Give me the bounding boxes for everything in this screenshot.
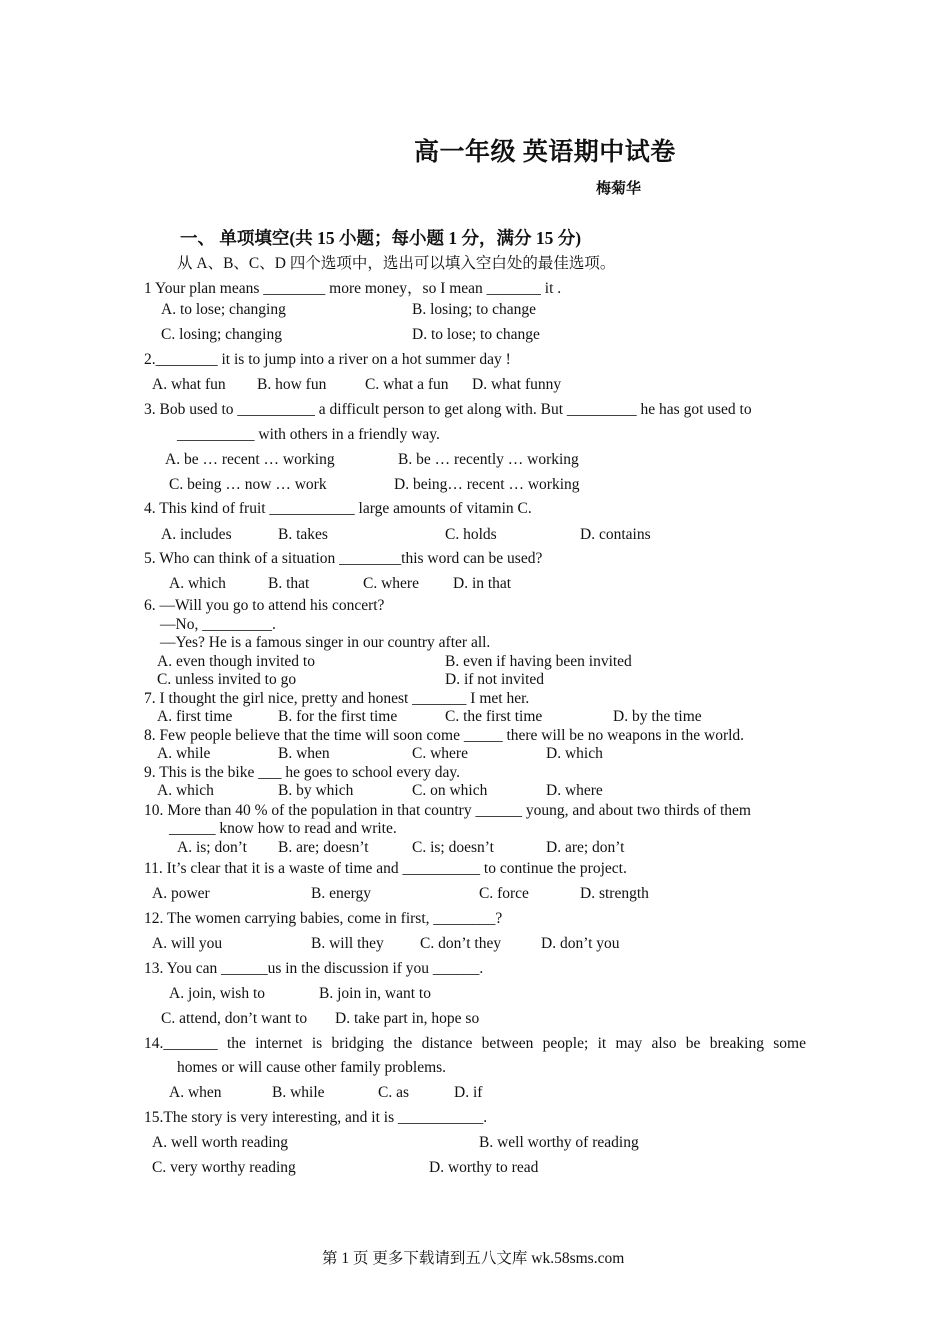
question-14-stem-line-2: homes or will cause other family problems. [177,1059,447,1076]
question-2-option-b: B. how fun [257,376,327,393]
question-8-option-c: C. where [412,745,468,762]
question-14-option-a: A. when [169,1084,222,1101]
question-4-option-b: B. takes [278,526,328,543]
question-15-option-b: B. well worthy of reading [479,1134,639,1151]
question-7-option-b: B. for the first time [278,708,398,725]
question-13-option-c: C. attend, don’t want to [161,1010,308,1027]
question-1-option-b: B. losing; to change [412,301,536,318]
question-10-option-a: A. is; don’t [177,839,247,856]
question-11-option-a: A. power [152,885,210,902]
question-4-option-a: A. includes [161,526,232,543]
question-10-option-c: C. is; doesn’t [412,839,494,856]
question-3-stem-line-1: 3. Bob used to __________ a difficult person to get along with. But _________ he has got used to [144,401,752,418]
question-7-stem: 7. I thought the girl nice, pretty and honest _______ I met her. [144,690,530,707]
page-footer: 第 1 页 更多下载请到五八文库 wk.58sms.com [322,1250,625,1267]
question-1-option-c: C. losing; changing [161,326,282,343]
question-12-stem: 12. The women carrying babies, come in first, ________? [144,910,503,927]
question-9-option-b: B. by which [278,782,354,799]
question-5-stem: 5. Who can think of a situation ________this word can be used? [144,550,543,567]
question-9-option-d: D. where [546,782,603,799]
question-9-stem: 9. This is the bike ___ he goes to school every day. [144,764,460,781]
question-6-stem-line-1: 6. —Will you go to attend his concert? [144,597,385,614]
question-14-option-c: C. as [378,1084,409,1101]
question-7-option-c: C. the first time [445,708,543,725]
question-13-option-a: A. join, wish to [169,985,266,1002]
question-3-option-a: A. be … recent … working [165,451,335,468]
question-3-option-d: D. being… recent … working [394,476,580,493]
question-11-option-d: D. strength [580,885,649,902]
question-2-option-a: A. what fun [152,376,226,393]
question-10-option-d: D. are; don’t [546,839,625,856]
question-4-option-c: C. holds [445,526,497,543]
question-12-option-d: D. don’t you [541,935,620,952]
question-13-stem: 13. You can ______us in the discussion if you ______. [144,960,484,977]
question-4-stem: 4. This kind of fruit ___________ large amounts of vitamin C. [144,500,532,517]
section-heading: 一、 单项填空(共 15 小题；每小题 1 分，满分 15 分) [180,228,582,248]
question-5-option-c: C. where [363,575,419,592]
question-2-option-d: D. what funny [472,376,562,393]
question-7-option-a: A. first time [157,708,233,725]
question-12-option-c: C. don’t they [420,935,502,952]
question-9-option-c: C. on which [412,782,488,799]
question-11-option-c: C. force [479,885,529,902]
question-6-option-c: C. unless invited to go [157,671,297,688]
question-6-option-b: B. even if having been invited [445,653,632,670]
question-9-option-a: A. which [157,782,214,799]
question-12-option-b: B. will they [311,935,384,952]
question-1-option-a: A. to lose; changing [161,301,286,318]
question-5-option-d: D. in that [453,575,512,592]
question-6-option-d: D. if not invited [445,671,545,688]
question-2-stem: 2.________ it is to jump into a river on a hot summer day ! [144,351,511,368]
question-6-stem-line-2: —No, _________. [160,616,276,633]
question-13-option-b: B. join in, want to [319,985,431,1002]
question-15-option-c: C. very worthy reading [152,1159,296,1176]
question-7-option-d: D. by the time [613,708,702,725]
question-3-stem-line-2: __________ with others in a friendly way. [177,426,440,443]
question-4-option-d: D. contains [580,526,651,543]
question-6-option-a: A. even though invited to [157,653,315,670]
question-11-option-b: B. energy [311,885,371,902]
question-14-option-b: B. while [272,1084,325,1101]
page-title: 高一年级 英语期中试卷 [414,139,676,166]
question-10-option-b: B. are; doesn’t [278,839,369,856]
question-13-option-d: D. take part in, hope so [335,1010,480,1027]
section-instruction: 从 A、B、C、D 四个选项中，选出可以填入空白处的最佳选项。 [177,255,616,272]
question-8-option-d: D. which [546,745,603,762]
question-1-option-d: D. to lose; to change [412,326,540,343]
question-12-option-a: A. will you [152,935,223,952]
question-2-option-c: C. what a fun [365,376,449,393]
question-5-option-b: B. that [268,575,310,592]
question-15-stem: 15.The story is very interesting, and it is ___________. [144,1109,488,1126]
question-10-stem-line-1: 10. More than 40 % of the population in that country ______ young, and about two thirds of them [144,802,751,819]
author-name: 梅菊华 [596,181,642,197]
question-3-option-c: C. being … now … work [169,476,327,493]
question-14-stem-line-1: 14._______ the internet is bridging the distance between people; it may also be breaking some [144,1035,806,1052]
question-6-stem-line-3: —Yes? He is a famous singer in our country after all. [160,634,491,651]
question-8-stem: 8. Few people believe that the time will soon come _____ there will be no weapons in the world. [144,727,745,744]
question-3-option-b: B. be … recently … working [398,451,579,468]
question-10-stem-line-2: ______ know how to read and write. [169,820,397,837]
question-5-option-a: A. which [169,575,226,592]
question-15-option-a: A. well worth reading [152,1134,289,1151]
question-8-option-b: B. when [278,745,330,762]
question-8-option-a: A. while [157,745,211,762]
question-15-option-d: D. worthy to read [429,1159,539,1176]
question-14-option-d: D. if [454,1084,483,1101]
question-1-stem: 1 Your plan means ________ more money，so I mean _______ it . [144,280,562,297]
question-11-stem: 11. It’s clear that it is a waste of time and __________ to continue the project. [144,860,627,877]
